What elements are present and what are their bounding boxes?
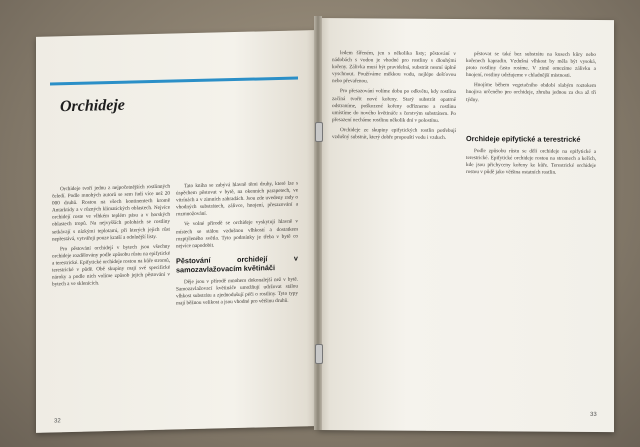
right-column-1: [332, 50, 456, 145]
paragraph: Tato kniha se zabývá hlavně těmi druhy, které lze s úspěchem pěstovat v bytě, na okenních parapetech, ve vitrínách a v zimních zahradách. Jsou zde uvedeny rady o vhodných substrátech, zálivce, hnojení, přesazování a rozmnožování.: [176, 180, 298, 218]
right-page: [318, 18, 614, 432]
page-number-right: 33: [590, 411, 597, 418]
paragraph: Hnojíme během vegetačního období slabým roztokem hnojiva určeného pro orchideje, zhruba jednou za dva až tři týdny.: [466, 82, 596, 103]
section-heading: Pěstování orchidejí v samozavlažovacím květináči: [176, 253, 298, 275]
chapter-title-rule: [50, 76, 298, 85]
left-page: [36, 30, 318, 433]
open-booklet: [36, 14, 614, 434]
paragraph: Děje jsou v přírodě mnohem dokonalejší než v bytě. Samozavlažovací květináče umožňují udržovat stálou vlhkost substrátu a zjednodušují péči o rostliny. Tyto typy mají běžnou velikost a jsou vhodné pro většinu druhů.: [176, 276, 298, 307]
section-heading: Orchideje epifytické a terestrické: [466, 133, 581, 144]
chapter-title: Orchideje: [60, 96, 125, 116]
paragraph: Pro přesazování volíme dobu po odkvětu, kdy rostlina začíná tvořit nové kořeny. Starý substrát opatrně odstraníme, poškozené kořeny odřízneme a rostlinu umístíme do nového květináče s čerstvým substrátem. Po přesazení necháme rostlinu několik dní v polostínu.: [332, 88, 456, 124]
paragraph: ledem šířeném, jen s několika listy; pěstování v nádobách s vodou je vhodné pro rostliny s dlouhými kořeny. Zálivka musí být pravidelná, substrát nesmí úplně vyschnout. Používáme měkkou vodu, nejlépe dešťovou nebo převařenou.: [332, 50, 456, 85]
staple: [315, 344, 323, 364]
paragraph: Orchideje tvoří jednu z nejpočetnějších rostlinných čeledí. Podle mnohých autorů se sem řadí více než 20 000 druhů. Rostou na všech kontinentech kromě Antarktidy a v různých klimatických oblastech. Nejvíce orchidejí roste ve vlhkém teplém pásu a v horských oblastech tropů. Na nejvyšších polohách se rostliny setkávají s nízkými teplotami, při kterých jejich růst nepřestává, vytvářejí pouze kratší a odolnější listy.: [52, 183, 170, 243]
left-column-2: [176, 180, 298, 310]
right-column-2: [466, 51, 596, 180]
paragraph: Ve volné přírodě se orchideje vyskytují hlavně v místech se stálou vzdušnou vlhkostí a dostatkem rozptýleného světla. Tyto podmínky je třeba v bytě co nejvíce napodobit.: [176, 218, 298, 250]
page-number-left: 32: [54, 418, 61, 425]
paragraph: Podle způsobu růstu se dělí orchideje na epifytické a terestrické. Epifytické orchideje rostou na stromech a keřích, kde jsou přichyceny kořeny ke kůře. Terestrické orchideje rostou v půdě jako většina ostatních rostlin.: [466, 147, 596, 176]
paragraph: Orchideje ze skupiny epifytických rostlin potřebují vzdušný substrát, který dobře propouští vodu i vzduch.: [332, 127, 456, 141]
paragraph: Pro pěstování orchidejí v bytech jsou všechny orchideje rozdělovány podle způsobu růstu na epifytické a terestrické. Epifytické orchideje rostou na kůře stromů, terestrické v půdě. Obě skupiny mají své specifické nároky a podle nich volíme způsob jejich pěstování v bytech a ve sklenících.: [52, 243, 170, 288]
left-column-1: [52, 184, 170, 292]
booklet-spine: [314, 16, 322, 430]
staple: [315, 122, 323, 142]
paragraph: pěstovat se také bez substrátu na kusech kůry nebo kořenech kapradin. Vzdušná vlhkost by měla být vysoká, proto rostliny často rosíme. V zimě omezíme zálivku a hnojení, rostliny udržujeme v chladnější místnosti.: [466, 51, 596, 80]
